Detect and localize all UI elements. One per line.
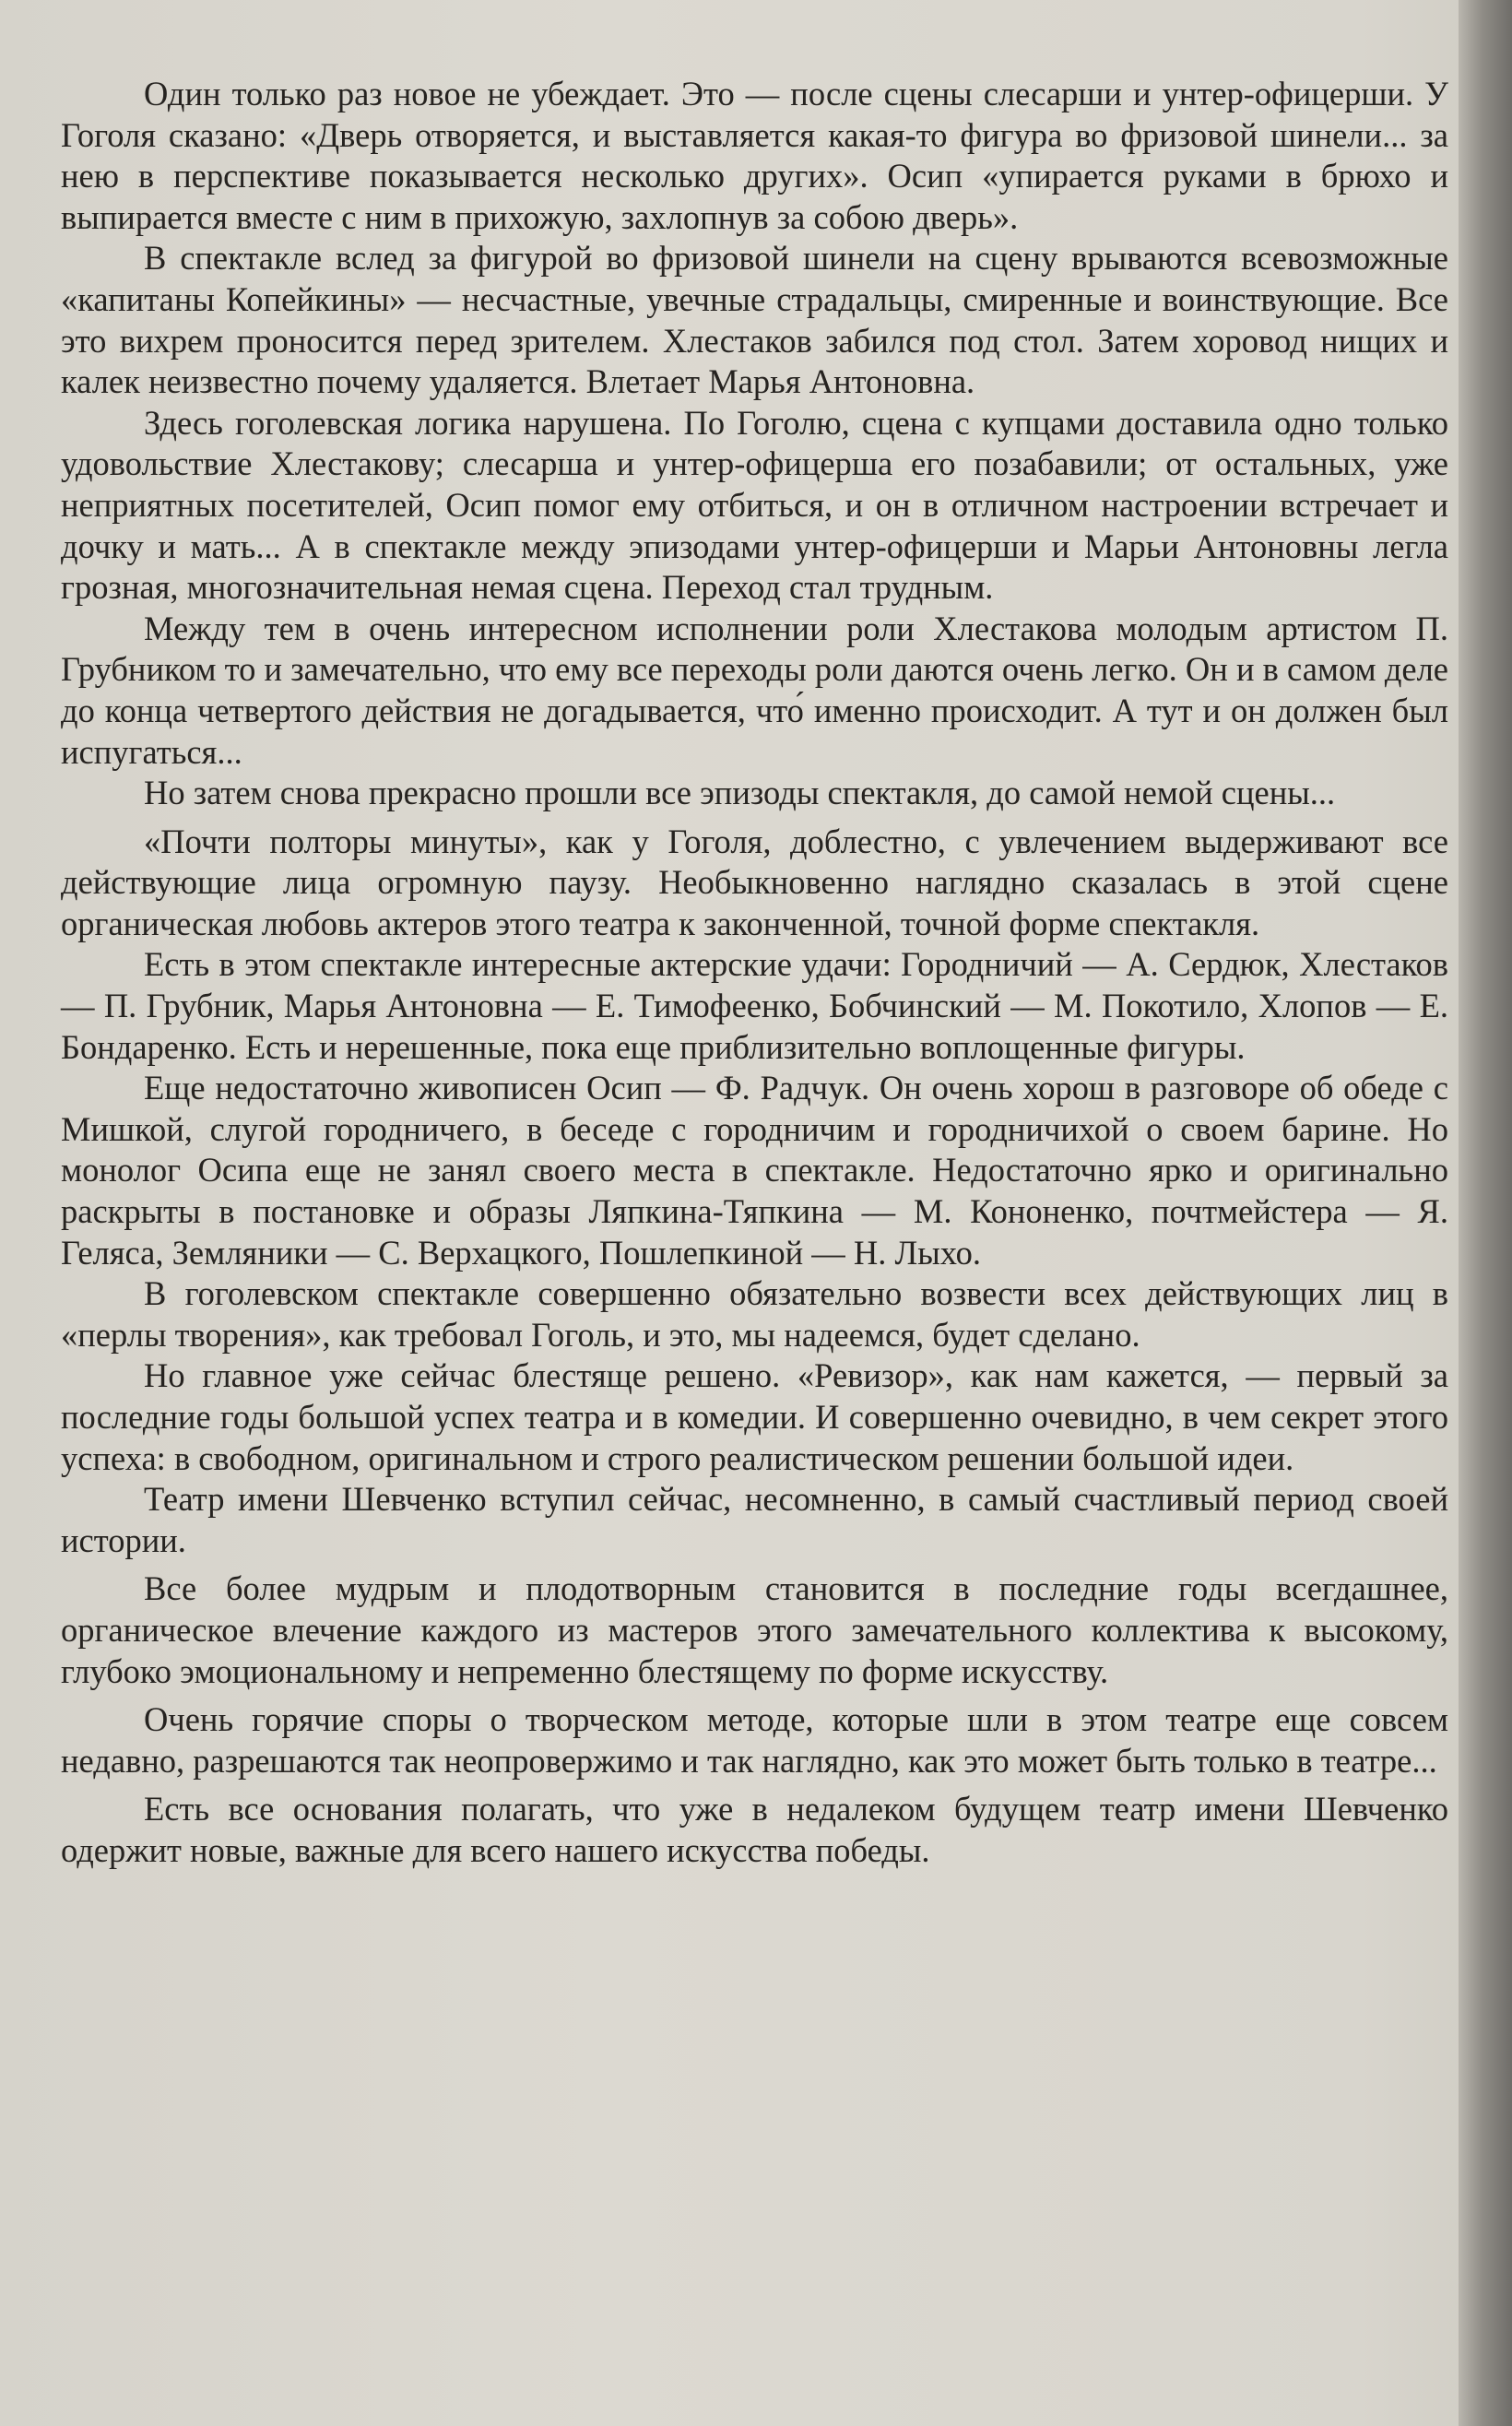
page-binding-edge: [1459, 0, 1512, 2426]
paragraph: Один только раз новое не убеждает. Это — после сцены слесарши и унтер-офицерши. У Гоголя сказано: «Дверь отворяется, и выставляется какая-то фигура во фризовой шинели... за нею в перспективе показывается несколько других». Осип «упирается руками в брюхо и выпирается вместе с ним в прихожую, захлопнув за собою дверь».: [61, 75, 1448, 236]
article-body: [61, 74, 1448, 1872]
paragraph: Все более мудрым и плодотворным становится в последние годы всегдашнее, органическое влечение каждого из мастеров этого замечательного коллектива к высокому, глубоко эмоциональному и непременно блестящему по форме искусству.: [61, 1569, 1448, 1690]
paragraph: Между тем в очень интересном исполнении роли Хлестакова молодым артистом П. Грубником то и замечательно, что ему все переходы роли даются очень легко. Он и в самом деле до конца четвертого действия не догадывается, что́ именно происходит. А тут и он должен был испугаться...: [61, 609, 1448, 771]
paragraph: Но затем снова прекрасно прошли все эпизоды спектакля, до самой немой сцены...: [144, 774, 1336, 812]
paragraph: Здесь гоголевская логика нарушена. По Гоголю, сцена с купцами доставила одно только удовольствие Хлестакову; слесарша и унтер-офицерша его позабавили; от остальных, уже неприятных посетителей, Осип помог ему отбиться, и он в отличном настроении встречает и дочку и мать... А в спектакле между эпизодами унтер-офицерши и Марьи Антоновны легла грозная, многозначительная немая сцена. Переход стал трудным.: [61, 403, 1448, 607]
paragraph: «Почти полторы минуты», как у Гоголя, доблестно, с увлечением выдерживают все действующие лица огромную паузу. Необыкновенно наглядно сказалась в этой сцене органическая любовь актеров этого театра к законченной, точной форме спектакля.: [61, 822, 1448, 942]
paragraph: В гоголевском спектакле совершенно обязательно возвести всех действующих лиц в «перлы творения», как требовал Гоголь, и это, мы надеемся, будет сделано.: [61, 1274, 1448, 1354]
paragraph: Есть в этом спектакле интересные актерские удачи: Городничий — А. Сердюк, Хлестаков — П. Грубник, Марья Антоновна — Е. Тимофеенко, Бобчинский — М. Покотило, Хлопов — Е. Бондаренко. Есть и нерешенные, пока еще приблизительно воплощенные фигуры.: [61, 945, 1448, 1066]
paragraph: В спектакле вслед за фигурой во фризовой шинели на сцену врываются всевозможные «капитаны Копейкины» — несчастные, увечные страдальцы, смиренные и воинствующие. Все это вихрем проносится перед зрителем. Хлестаков забился под стол. Затем хоровод нищих и калек неизвестно почему удаляется. Влетает Марья Антоновна.: [61, 239, 1448, 401]
paragraph: Очень горячие споры о творческом методе, которые шли в этом театре еще совсем недавно, разрешаются так неопровержимо и так наглядно, как это может быть только в театре...: [61, 1700, 1448, 1780]
paragraph: Но главное уже сейчас блестяще решено. «Ревизор», как нам кажется, — первый за последние годы большой успех театра и в комедии. И совершенно очевидно, в чем секрет этого успеха: в свободном, оригинальном и строго реалистическом решении большой идеи.: [61, 1356, 1448, 1477]
paragraph: Театр имени Шевченко вступил сейчас, несомненно, в самый счастливый период своей истории.: [61, 1480, 1448, 1559]
paragraph: Еще недостаточно живописен Осип — Ф. Радчук. Он очень хорош в разговоре об обеде с Мишкой, слугой городничего, в беседе с городничим и городничихой о своем барине. Но монолог Осипа еще не занял своего места в спектакле. Недостаточно ярко и оригинально раскрыты в постановке и образы Ляпкина-Тяпкина — М. Кононенко, почтмейстера — Я. Геляса, Земляники — С. Верхацкого, Пошлепкиной — Н. Лыхо.: [61, 1069, 1448, 1272]
paragraph: Есть все основания полагать, что уже в недалеком будущем театр имени Шевченко одержит новые, важные для всего нашего искусства победы.: [61, 1790, 1448, 1869]
